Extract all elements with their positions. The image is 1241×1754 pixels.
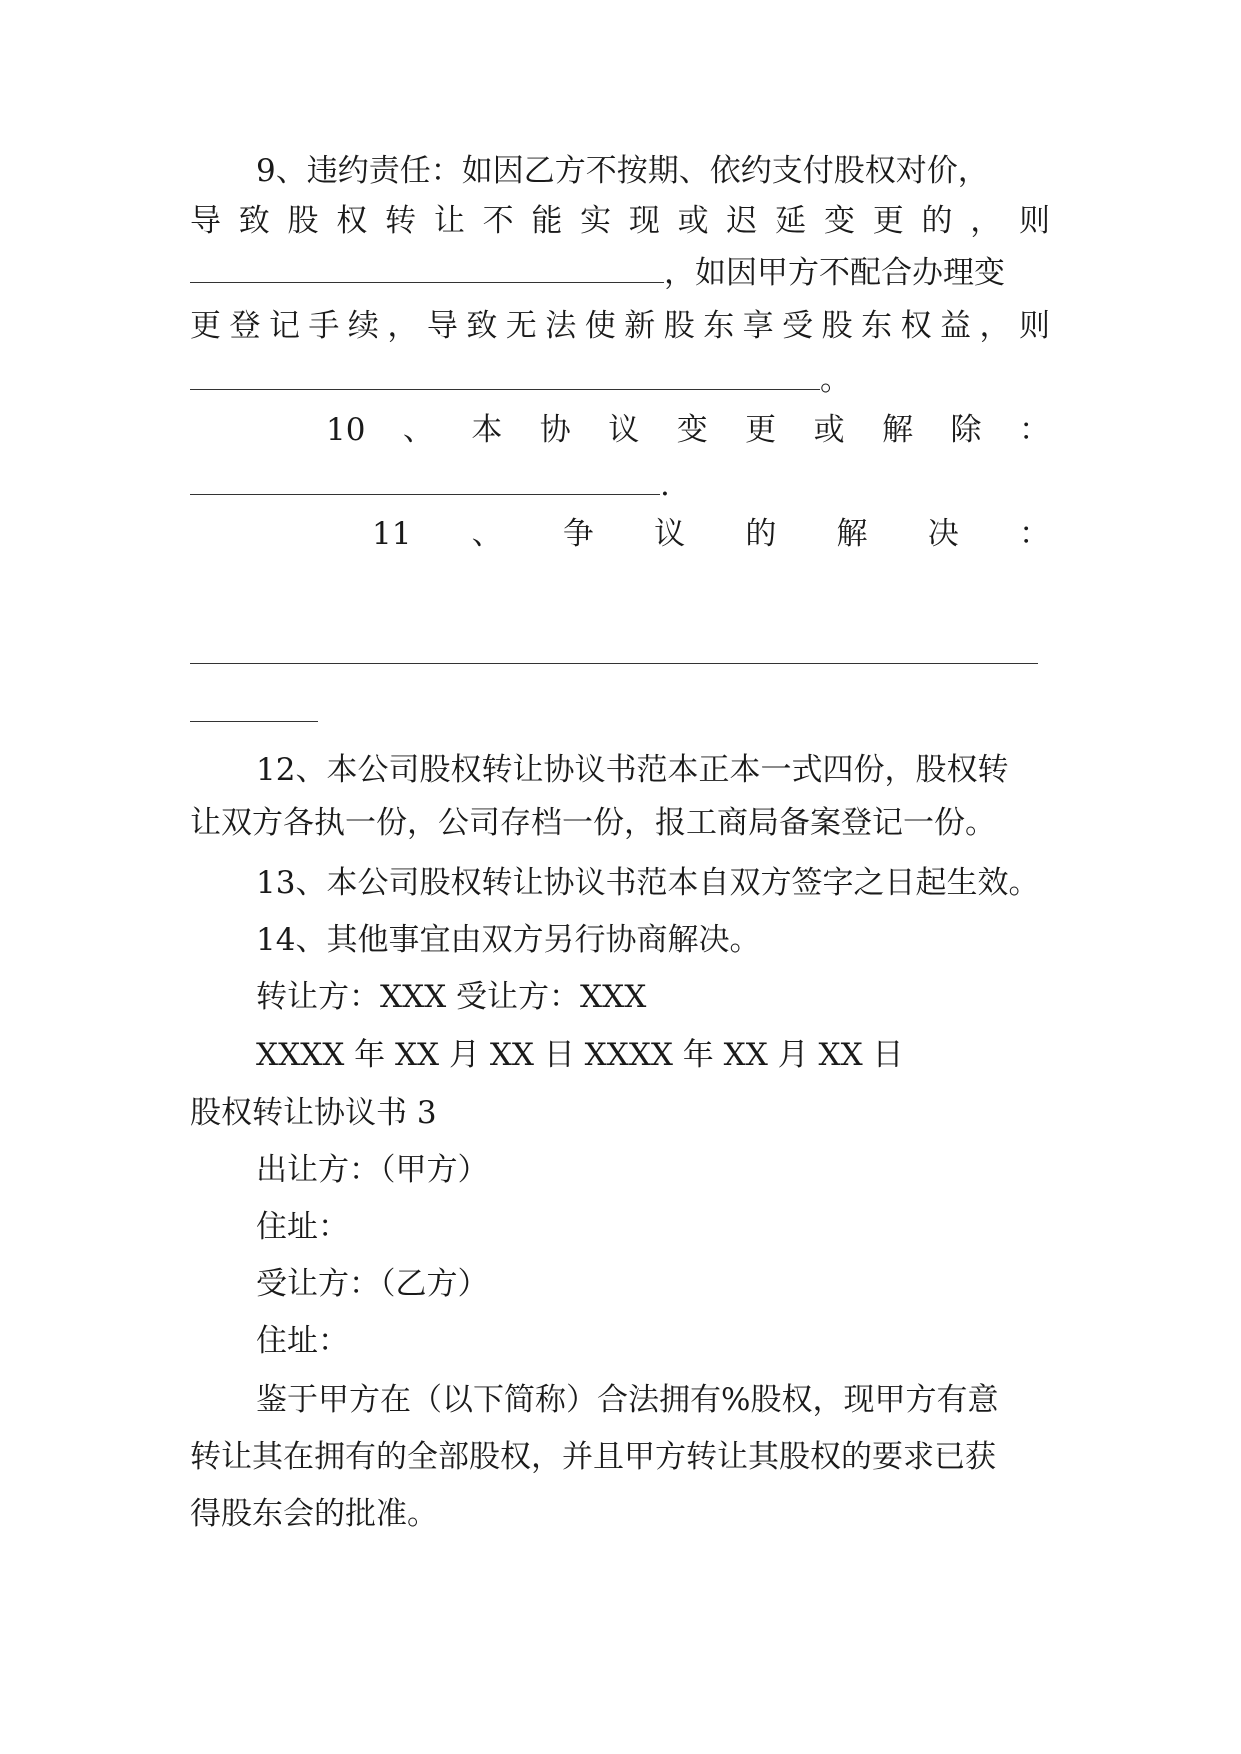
clause-9-line-2: 导致股权转让不能实现或迟延变更的，则 [190, 203, 1050, 239]
clause-10-suffix: . [660, 467, 670, 503]
clause-14: 14、其他事宜由双方另行协商解决。 [256, 922, 761, 958]
clause-12-line-1: 12、本公司股权转让协议书范本正本一式四份，股权转 [256, 752, 1009, 788]
clause-9-line-3 [190, 253, 1050, 293]
clause-9-line-5-text: 。 [820, 362, 851, 398]
address-field-2: 住址： [256, 1323, 349, 1359]
blank-line [190, 663, 1038, 664]
clause-10-label: 10、本协议变更或解除： [326, 412, 1050, 448]
clause-12-line-2: 让双方各执一份，公司存档一份，报工商局备案登记一份。 [190, 805, 996, 841]
blank-line [190, 721, 318, 722]
clause-9-line-5 [190, 360, 1050, 400]
signature-dates: XXXX 年 XX 月 XX 日 XXXX 年 XX 月 XX 日 [256, 1037, 904, 1073]
clause-10-blank [190, 465, 1050, 505]
blank-line [190, 474, 660, 495]
clause-9-line-1: 9、违约责任：如因乙方不按期、依约支付股权对价， [256, 153, 989, 189]
recital-line-2: 转让其在拥有的全部股权，并且甲方转让其股权的要求已获 [190, 1439, 996, 1475]
recital-line-1: 鉴于甲方在（以下简称）合法拥有%股权，现甲方有意 [256, 1382, 999, 1418]
signature-parties: 转让方：XXX 受让方：XXX [256, 979, 647, 1015]
address-field-1: 住址： [256, 1209, 349, 1245]
document-3-title: 股权转让协议书 3 [190, 1095, 437, 1131]
transferor-field: 出让方：（甲方） [256, 1152, 489, 1188]
clause-9-line-4: 更登记手续，导致无法使新股东享受股东权益，则 [190, 308, 1050, 344]
transferee-field: 受让方：（乙方） [256, 1266, 489, 1302]
clause-9-line-3-text: ，如因甲方不配合办理变 [664, 255, 1005, 291]
recital-line-3: 得股东会的批准。 [190, 1496, 438, 1532]
blank-line [190, 369, 820, 390]
blank-line [190, 262, 664, 283]
clause-11-label: 11、争议的解决： [372, 516, 1050, 552]
clause-13: 13、本公司股权转让协议书范本自双方签字之日起生效。 [256, 865, 1040, 901]
